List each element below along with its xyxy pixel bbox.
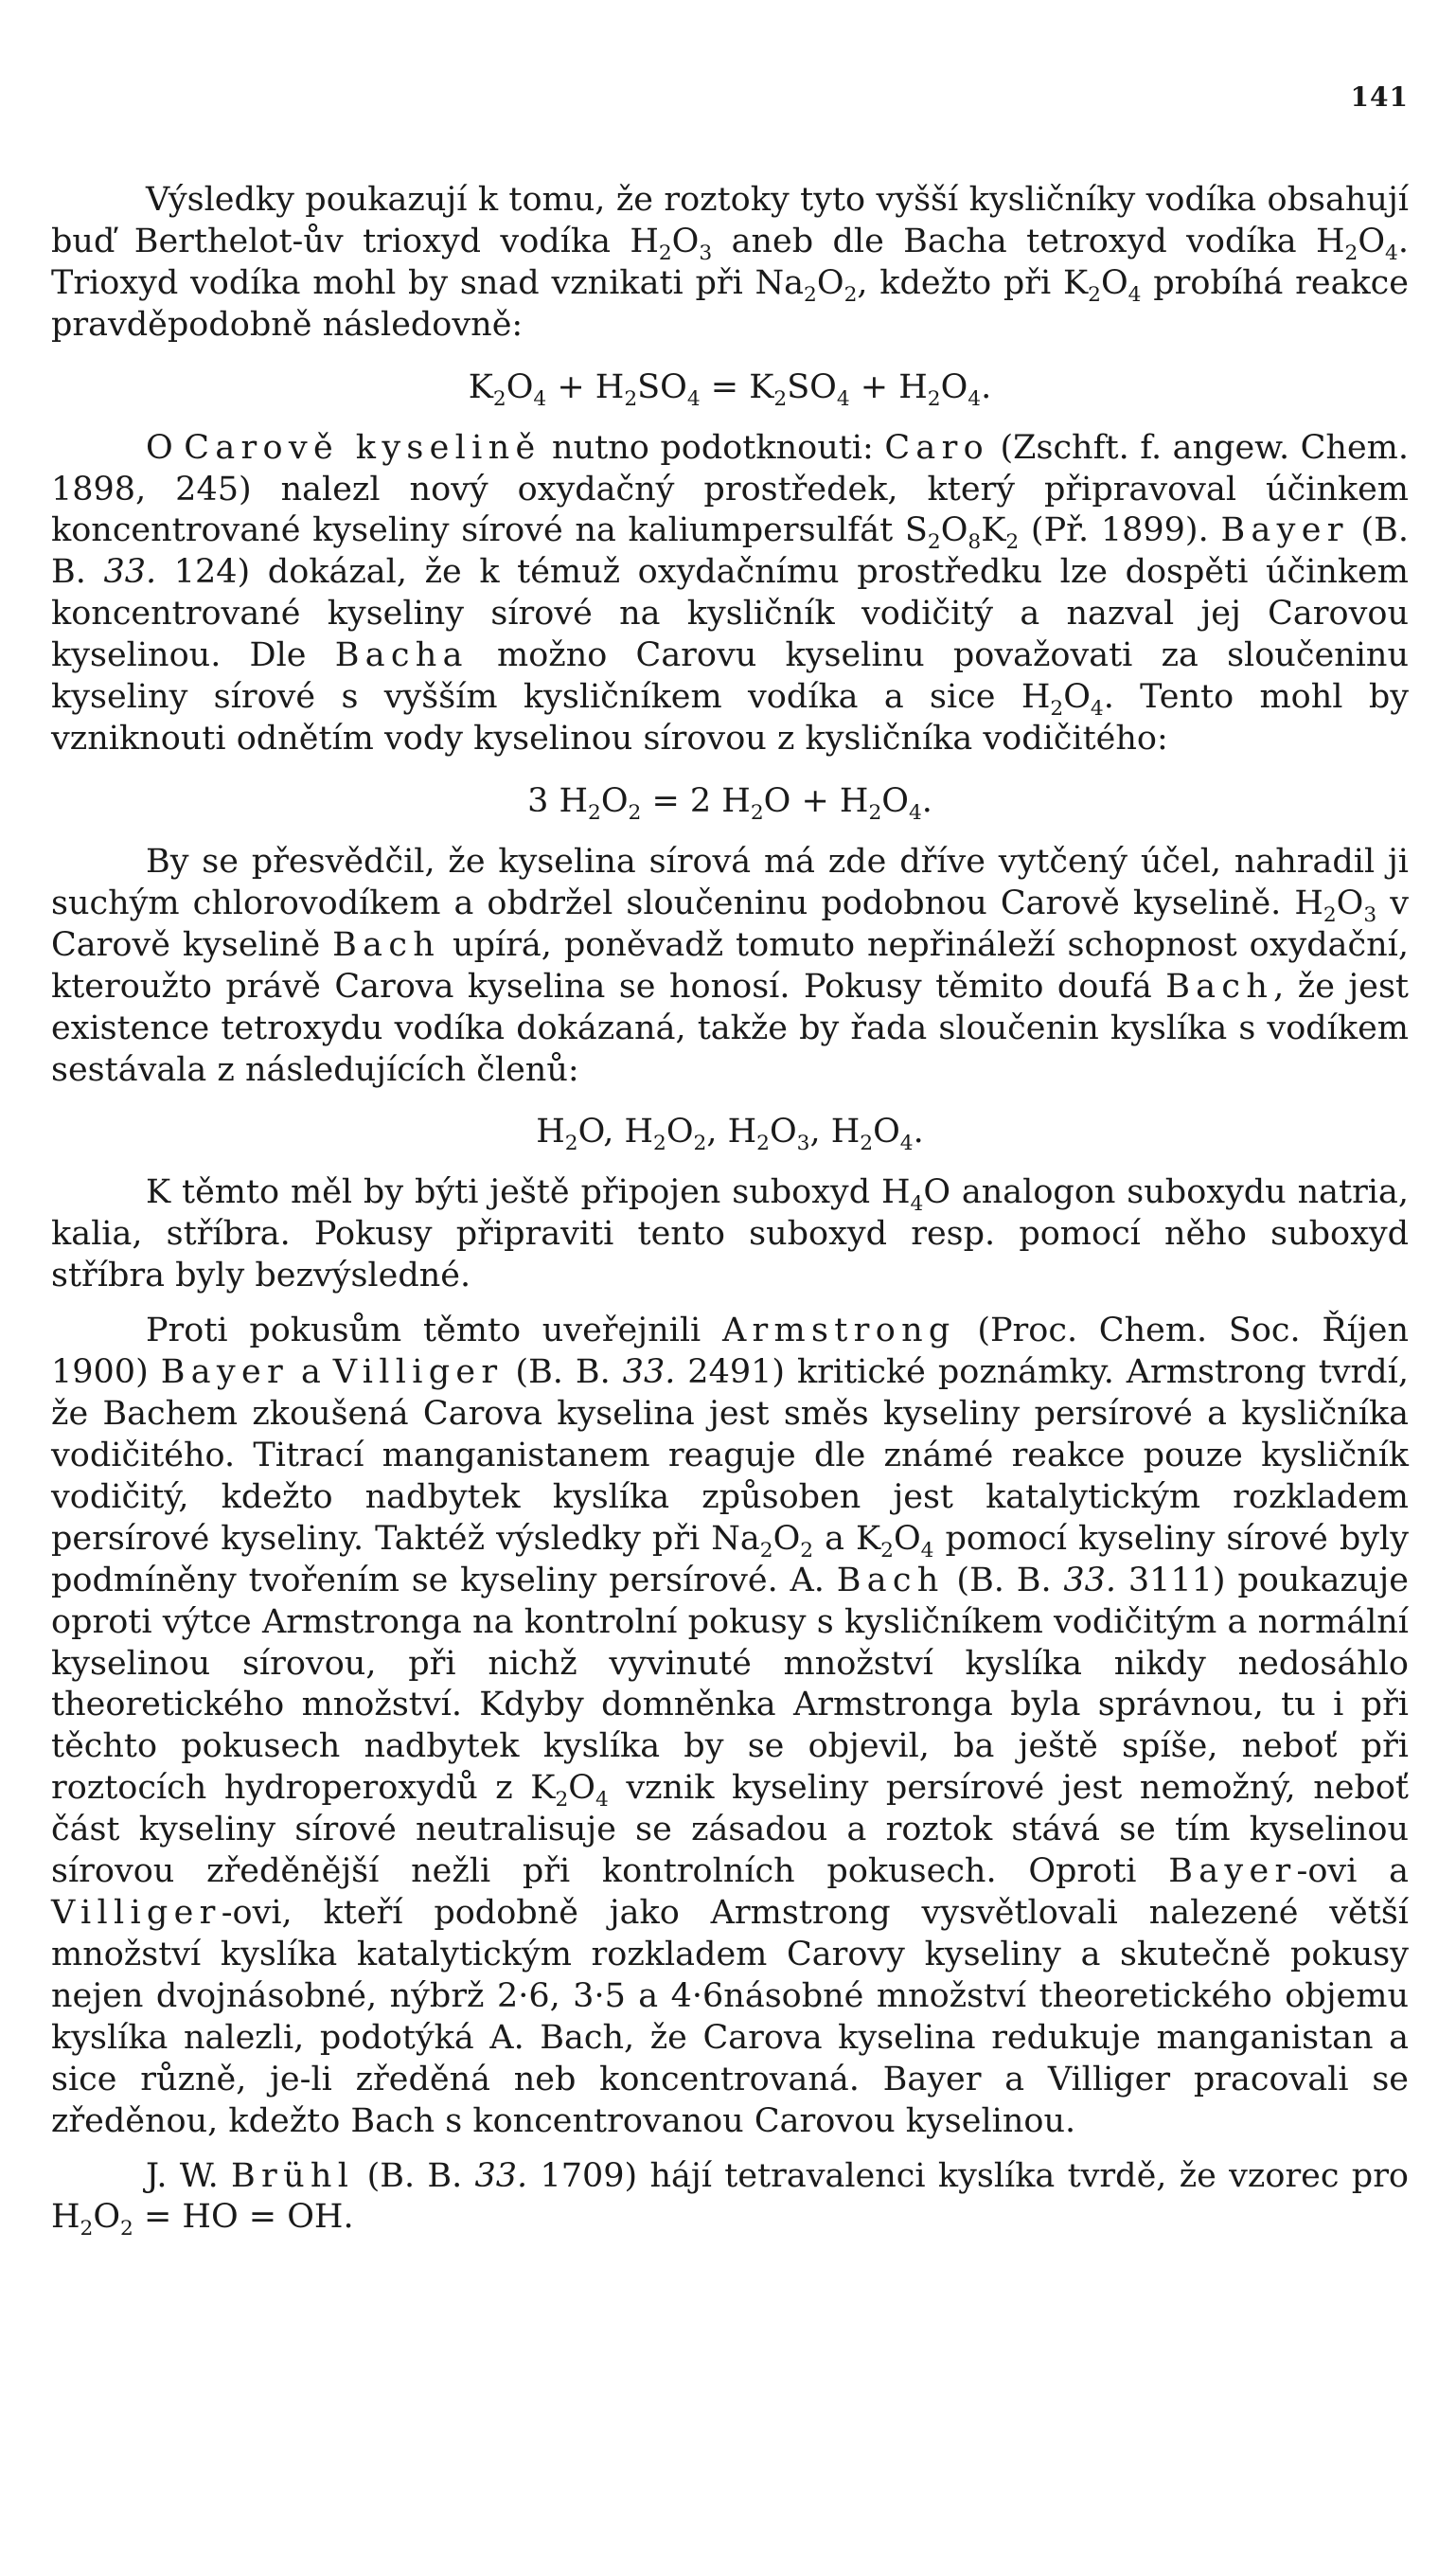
paragraph-6: J. W. Brühl (B. B. 33. 1709) hájí tetravalenci kyslíka tvrdě, že vzorec pro $H_2O_2$ = HO = OH.	[51, 2156, 1409, 2241]
page-body	[51, 180, 1409, 2239]
paragraph-2: O Carově kyselině nutno podotknouti: Caro (Zschft. f. angew. Chem. 1898, 245) nalezl nový oxydačný prostředek, který připravoval účinkem koncentrované kyseliny sírové na kaliumpersulfát $S_2O_8K_2$ (Př. 1899). Bayer (B. B. 33. 124) dokázal, že k témuž oxydačnímu prostředku lze dospěti účinkem koncentrované kyseliny sírové na kysličník vodičitý a nazval jej Carovou kyselinou. Dle Bacha možno Carovu kyselinu považovati za sloučeninu kyseliny sírové s vyšším kysličníkem vodíka a sice $H_2O_4$. Tento mohl by vzniknouti odnětím vody kyselinou sírovou z kysličníka vodičitého:	[51, 428, 1409, 759]
page-number: 141	[1350, 81, 1409, 113]
paragraph-1: Výsledky poukazují k tomu, že roztoky tyto vyšší kysličníky vodíka obsahují buď Berthelot-ův trioxyd vodíka $H_2O_3$ aneb dle Bacha tetroxyd vodíka $H_2O_4$. Trioxyd vodíka mohl by snad vznikati při $Na_2O_2$, kdežto při $K_2O_4$ probíhá reakce pravděpodobně následovně:	[51, 181, 1409, 344]
formula-1: $K_2O_4 + H_2SO_4 = K_2SO_4 + H_2O_4$.	[468, 367, 992, 411]
formula-3: $H_2O$, $H_2O_2$, $H_2O_3$, $H_2O_4$.	[536, 1113, 924, 1156]
paragraph-3: By se přesvědčil, že kyselina sírová má zde dříve vytčený účel, nahradil ji suchým chlorovodíkem a obdržel sloučeninu podobnou Carově kyselině. $H_2O_3$ v Carově kyselině Bach upírá, poněvadž tomuto nepřináleží schopnost oxydační, kteroužto právě Carova kyselina se honosí. Pokusy těmito doufá Bach, že jest existence tetroxydu vodíka dokázaná, takže by řada sloučenin kyslíka s vodíkem sestávala z následujících členů:	[51, 842, 1410, 1089]
paragraph-5: Proti pokusům těmto uveřejnili Armstrong (Proc. Chem. Soc. Říjen 1900) Bayer a Villiger (B. B. 33. 2491) kritické poznámky. Armstrong tvrdí, že Bachem zkoušená Carova kyselina jest směs kyseliny persírové a kysličníka vodičitého. Titrací manganistanem reaguje dle známé reakce pouze kysličník vodičitý, kdežto nadbytek kyslíka způsoben jest katalytickým rozkladem persírové kyseliny. Taktéž výsledky při $Na_2O_2$ a $K_2O_4$ pomocí kyseliny sírové byly podmíněny tvořením se kyseliny persírové. A. Bach (B. B. 33. 3111) poukazuje oproti výtce Armstronga na kontrolní pokusy s kysličníkem vodičitým a normální kyselinou sírovou, při nichž vyvinuté množství kyslíka nikdy nedosáhlo theoretického množství. Kdyby domněnka Armstronga byla správnou, tu i při těchto pokusech nadbytek kyslíka by se objevil, ba ještě spíše, neboť při roztocích hydroperoxydů z $K_2O_4$ vznik kyseliny persírové jest nemožný, neboť část kyseliny sírové neutralisuje se zásadou a roztok stává se tím kyselinou sírovou zředěnější nežli při kontrolních pokusech. Oproti Bayer-ovi a Villiger-ovi, kteří podobně jako Armstrong vysvětlovali nalezené větší množství kyslíka katalytickým rozkladem Carovy kyseliny a skutečně pokusy nejen dvojnásobné, nýbrž 2·6, 3·5 a 4·6násobné množství theoretického objemu kyslíka nalezli, podotýká A. Bach, že Carova kyselina redukuje manganistan a sice různě, je-li zředěná neb koncentrovaná. Bayer a Villiger pracovali se zředěnou, kdežto Bach s koncentrovanou Carovou kyselinou.	[51, 1312, 1409, 2140]
paragraph-4: K těmto měl by býti ještě připojen suboxyd $H_4O$ analogon suboxydu natria, kalia, stříbra. Pokusy připraviti tento suboxyd resp. pomocí něho suboxyd stříbra byly bezvýsledné.	[51, 1173, 1409, 1295]
formula-2: 3 $H_2O_2 = 2$ $H_2O + H_2O_4$.	[527, 781, 932, 825]
